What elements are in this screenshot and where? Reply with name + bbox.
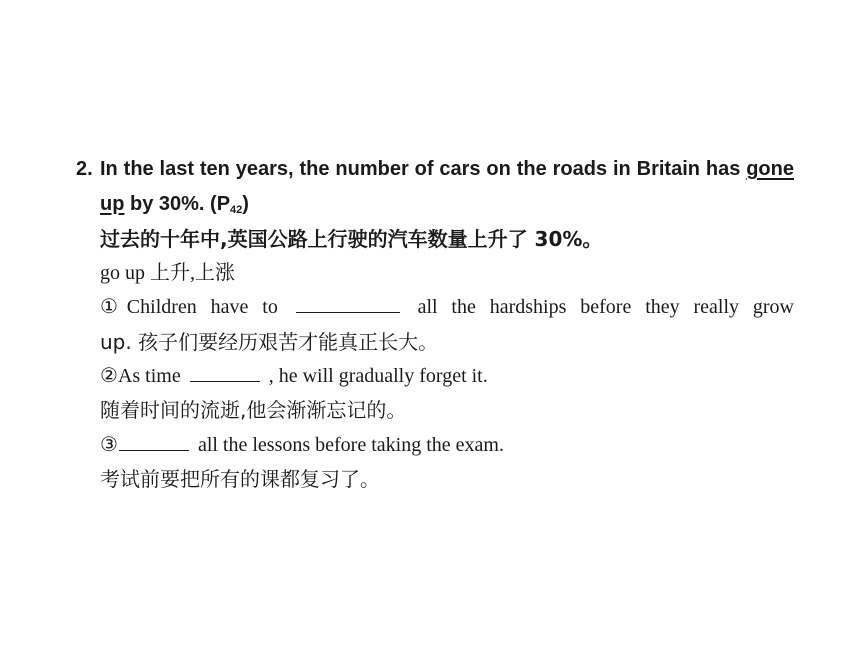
underlined-word-gone: gone: [746, 158, 794, 180]
exercise-1-before-blank: Children have to: [126, 296, 278, 318]
exercise-1-blank[interactable]: [296, 295, 400, 313]
exercise-2-marker: ②: [100, 365, 118, 387]
exercise-2-after-blank: , he will gradually forget it.: [268, 365, 488, 387]
exercise-2-line1: [100, 364, 488, 388]
exercise-2-before-blank: As time: [117, 365, 181, 387]
phrase-definition: go up 上升,上涨: [100, 262, 235, 284]
question-translation: 过去的十年中,英国公路上行驶的汽车数量上升了 30%。: [100, 227, 603, 251]
page-reference-close: ): [242, 193, 249, 215]
exercise-1-marker: ①: [100, 296, 127, 318]
page-reference-subscript: 42: [230, 204, 243, 216]
question-sentence-line2: [100, 192, 249, 222]
exercise-3-after-blank: all the lessons before taking the exam.: [197, 434, 504, 456]
exercise-2-translation: 随着时间的流逝,他会渐渐忘记的。: [100, 398, 407, 422]
question-sentence-line1: [100, 157, 794, 181]
exercise-3-translation: 考试前要把所有的课都复习了。: [100, 467, 380, 491]
exercise-1-line2: up. 孩子们要经历艰苦才能真正长大。: [100, 330, 439, 354]
question-sentence-continued: by 30%. (P: [130, 193, 231, 215]
exercise-1-line1: [100, 295, 794, 319]
question-sentence-text: In the last ten years, the number of cars on the roads in Britain has: [100, 158, 741, 180]
exercise-3-marker: ③: [100, 434, 118, 456]
question-number: 2.: [76, 158, 93, 180]
exercise-2-blank[interactable]: [190, 364, 260, 382]
exercise-3-line1: [100, 433, 504, 457]
exercise-3-blank[interactable]: [119, 433, 189, 451]
underlined-word-up: up: [100, 193, 125, 215]
exercise-1-after-blank: all the hardships before they really grow: [417, 296, 794, 318]
